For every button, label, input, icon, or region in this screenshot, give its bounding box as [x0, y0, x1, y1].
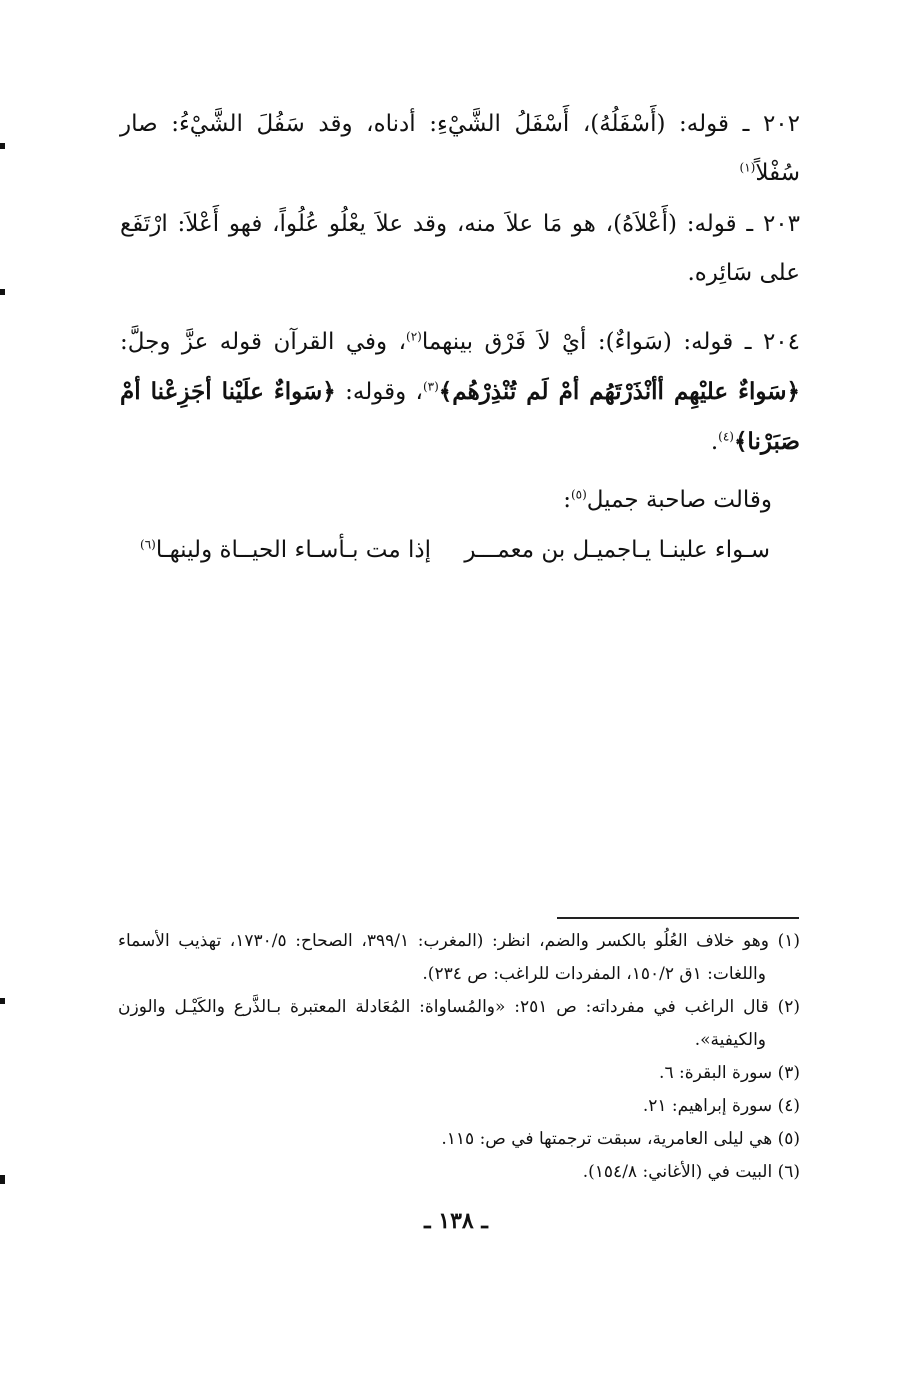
page-number: ـ ١٣٨ ـ — [424, 1208, 488, 1234]
footnote-4: (٤) سورة إبراهيم: ٢١. — [642, 1096, 800, 1116]
footnote-1: (١) وهو خلاف العُلُو بالكسر والضم، انظر: (المغرب: ٣٩٩/١، الصحاح: ١٧٣٠/٥، تهذيب الأسماء واللغات: ١ق ١٥٠/٢، المفردات للراغب: ص ٢٣٤). — [118, 931, 800, 984]
footnote-ref-1: (١) — [739, 160, 756, 175]
entry-204-end: . — [710, 429, 719, 455]
quran-verse-1: ﴿سَواءٌ عليْهِم أأنْذَرْتَهُم أمْ لَم تُنْذِرْهُم﴾ — [438, 378, 801, 405]
verse-intro-colon: : — [563, 487, 571, 513]
verse-intro — [563, 480, 772, 520]
verse-hemistich-2-text: إذا مت بـأسـاء الحيــاة ولينهـا — [155, 537, 432, 563]
footnote-2: (٢) قال الراغب في مفرداته: ص ٢٥١: «والمُساواة: المُعَادلة المعتبرة بـالذَّرع والكَيْـل والوزن والكيفية». — [118, 997, 801, 1050]
main-text-2 — [120, 200, 800, 298]
footnote-5: (٥) هي ليلى العامرية، سبقت ترجمتها في ص: ١١٥. — [441, 1129, 800, 1149]
entry-202 — [120, 100, 800, 198]
verse-hemistich-1: سـواء علينـا يـاجميـل بن معمـــر — [464, 537, 770, 563]
main-text — [120, 100, 800, 198]
footnote-ref-2: (٢) — [406, 329, 422, 344]
footnote-6: (٦) البيت في (الأغاني: ١٥٤/٨). — [582, 1162, 800, 1182]
footnote-ref-3: (٣) — [422, 379, 439, 394]
footnotes — [118, 925, 800, 1189]
entry-202-text: ٢٠٢ ـ قوله: (أَسْفَلُهُ)، أَسْفَلُ الشَّيْءِ: أدناه، وقد سَفُلَ الشَّيْءُ: صار سُفْلاً — [120, 111, 800, 186]
footnote-ref-4: (٤) — [718, 429, 734, 444]
verse-hemistich-2 — [140, 530, 431, 570]
main-text-3 — [120, 318, 800, 467]
entry-204 — [120, 318, 800, 467]
footnote-ref-5: (٥) — [570, 487, 587, 502]
scan-edge-mark-3 — [0, 998, 5, 1004]
verse-intro-text: وقالت صاحبة جميل — [586, 487, 772, 513]
scan-edge-mark-1 — [0, 143, 5, 149]
entry-204-text3: ، وقوله: — [345, 379, 423, 405]
footnote-ref-6: (٦) — [140, 537, 156, 552]
scan-edge-mark-4 — [0, 1175, 5, 1184]
quran-verse-2: ﴿سَواءٌ علَيْنا أجَزِعْنا أمْ صَبَرْنا﴾ — [120, 378, 800, 455]
scan-edge-mark-2 — [0, 289, 5, 295]
entry-204-text: ٢٠٤ ـ قوله: (سَواءٌ): أيْ لاَ فَرْق بينهما — [421, 329, 800, 355]
entry-204-text2: ، وفي القرآن قوله عزَّ وجلَّ: — [120, 329, 407, 355]
footnote-3: (٣) سورة البقرة: ٦. — [659, 1063, 800, 1083]
entry-203: ٢٠٣ ـ قوله: (أَعْلاَهُ)، هو مَا علاَ منه، وقد علاَ يعْلُو عُلُواً، فهو أَعْلاَ: ارْتَفَع على سَائِره. — [120, 211, 800, 286]
footnote-separator — [557, 917, 799, 919]
